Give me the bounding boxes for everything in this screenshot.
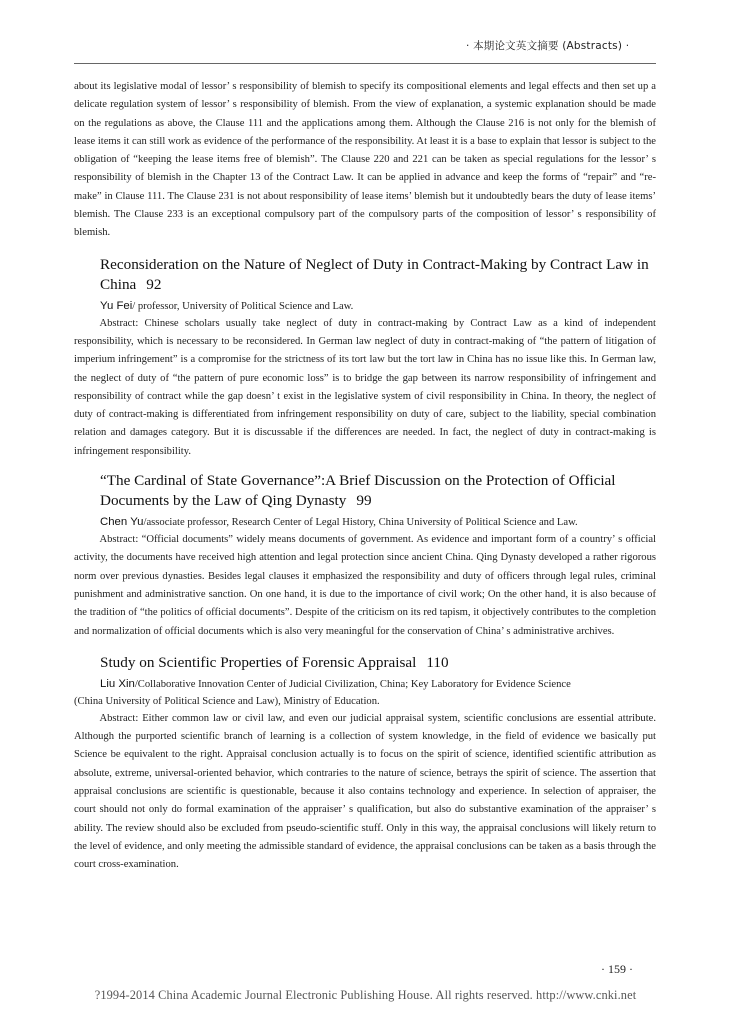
abstract-paragraph bbox=[74, 710, 656, 875]
header-rule bbox=[74, 63, 656, 64]
author-line bbox=[74, 676, 656, 693]
article-2 bbox=[74, 471, 656, 641]
author-line bbox=[74, 298, 656, 315]
author-name: Yu Fei bbox=[100, 299, 133, 312]
continuation-paragraph: about its legislative modal of lessor’ s responsibility of blemish to specify its compositional elements and legal effects and then set up a delicate regulation system of lessor’ s responsibility of blemish. From the view of explanation, a systemic explanation should be made on the regulations as above, the Clause 111 and the applications among them. Although the Clause 216 is not only for the blemish of lease items it can still work as evidence of the performance of the responsibility. At least it is a base to explain that lessor is subject to the obligation of “keeping the lease items free of blemish”. The Clause 220 and 221 can be taken as special regulations for the lessor’ s responsibility of blemish in the Chapter 13 of the Contract Law. It can be applied in advance and keep the forms of “repair” and “re-make” in Clause 111. The Clause 231 is not about responsibility of lease items’ blemish but it undoubtedly bears the duty of lease items’ blemish. The Clause 233 is an exceptional compulsory part of the compulsory parts of the composition of lessor’ s responsibility of blemish. bbox=[74, 81, 656, 239]
author-name: Chen Yu bbox=[100, 516, 144, 529]
article-title bbox=[74, 255, 656, 295]
article-title bbox=[74, 653, 656, 673]
author-line bbox=[74, 514, 656, 531]
abstract-paragraph bbox=[74, 315, 656, 461]
abstract-text: Either common law or civil law, and even our judicial appraisal system, scientific conclusions are essential attribute. Although the purported scientific branch of learning is a collection of system knowledge, in the field of evidence we basically put Science be equivalent to the right. Appraisal conclusion actually is to focus on the spirit of science, identified scientific attribution as absolute, extreme, universal-oriented behavior, which contraries to the nature of science, betrays the spirit of science. The assertion that appraisal conclusions are scientific is questionable, because it also contains technology and experience. In selection of appraiser, the court should not only do formal examination of the appraiser’ s qualification, but also do substantive examination of the appraiser’ s ability. The review should also be excluded from pseudo-scientific stuff. Only in this way, the appraisal conclusions will likely return to the level of evidence, and only meeting the admissible standard of evidence, the appraisal conclusions can be taken as a basis through the court cross-examination. bbox=[74, 712, 656, 871]
article-3 bbox=[74, 653, 656, 875]
article-page-ref: 92 bbox=[146, 275, 162, 293]
article-title bbox=[74, 471, 656, 511]
author-affiliation: /Collaborative Innovation Center of Judicial Civilization, China; Key Laboratory for Evidence Science bbox=[134, 678, 571, 690]
author-affiliation-continued: (China University of Political Science and Law), Ministry of Education. bbox=[74, 695, 380, 707]
article-page-ref: 110 bbox=[426, 653, 449, 671]
article-title-text: “The Cardinal of State Governance”:A Brief Discussion on the Protection of Official Documents by the Law of Qing Dynasty bbox=[100, 472, 616, 510]
article-1 bbox=[74, 255, 656, 461]
page-number: · 159 · bbox=[601, 962, 633, 976]
abstract-label: Abstract: bbox=[99, 317, 139, 329]
article-title-text: Reconsideration on the Nature of Neglect of Duty in Contract-Making by Contract Law in China bbox=[100, 255, 649, 293]
abstract-paragraph bbox=[74, 531, 656, 641]
abstract-label: Abstract: bbox=[99, 534, 139, 546]
author-affiliation: / professor, University of Political Science and Law. bbox=[132, 300, 354, 312]
abstract-label: Abstract: bbox=[99, 712, 139, 724]
copyright-footer: ?1994-2014 China Academic Journal Electronic Publishing House. All rights reserved. http://www.cnki.net bbox=[94, 988, 637, 1002]
abstract-text: “Official documents” widely means documents of government. As evidence and important form of a country’ s official activity, the documents have received high attention and legal protection since ancient China. Qing Dynasty developed a rather rigorous norm over previous dynasties. Besides legal clauses it emphasized the responsibility and duty of officers through legal rules, criminal punishment and administrative sanction. On one hand, it is due to the importance of civil work; On the other hand, it is also because of the tradition of “the politics of official documents”. Despite of the criticism on its red tapism, it objectively contributes to the completion and normalization of official documents which is also very meaningful for the conservation of China’ s administrative archives. bbox=[74, 534, 656, 637]
article-page-ref: 99 bbox=[356, 492, 372, 510]
running-head: · 本期论文英文摘要 (Abstracts) · bbox=[466, 40, 630, 52]
article-title-text: Study on Scientific Properties of Forensic Appraisal bbox=[100, 653, 417, 671]
author-affiliation: /associate professor, Research Center of Legal History, China University of Political Science and Law. bbox=[143, 517, 578, 529]
author-name: Liu Xin bbox=[100, 677, 135, 690]
abstract-text: Chinese scholars usually take neglect of duty in contract-making by Contract Law as a kind of independent responsibility, which is necessary to be reconsidered. In German law neglect of duty in contract-making of “the pattern of litigation of imperium infringement” is a compromise for the strictness of its tort law but the tort law in China has no issue like this. In German law, the neglect of duty of “the pattern of pure economic loss” is to bridge the gap between its narrow responsibility of infringement and responsibility of contract while the gap doesn’ t exist in the legislative system of civil responsibility in China. In theory, the neglect of duty of contract-making is differentiated from infringement responsibility on duty of care, subject to the liability, special combination relation and damages category. But it is discussable if the differences are needed. In fact, the neglect of duty in contract-making is infringement responsibility. bbox=[74, 317, 656, 457]
page-body bbox=[74, 78, 656, 875]
